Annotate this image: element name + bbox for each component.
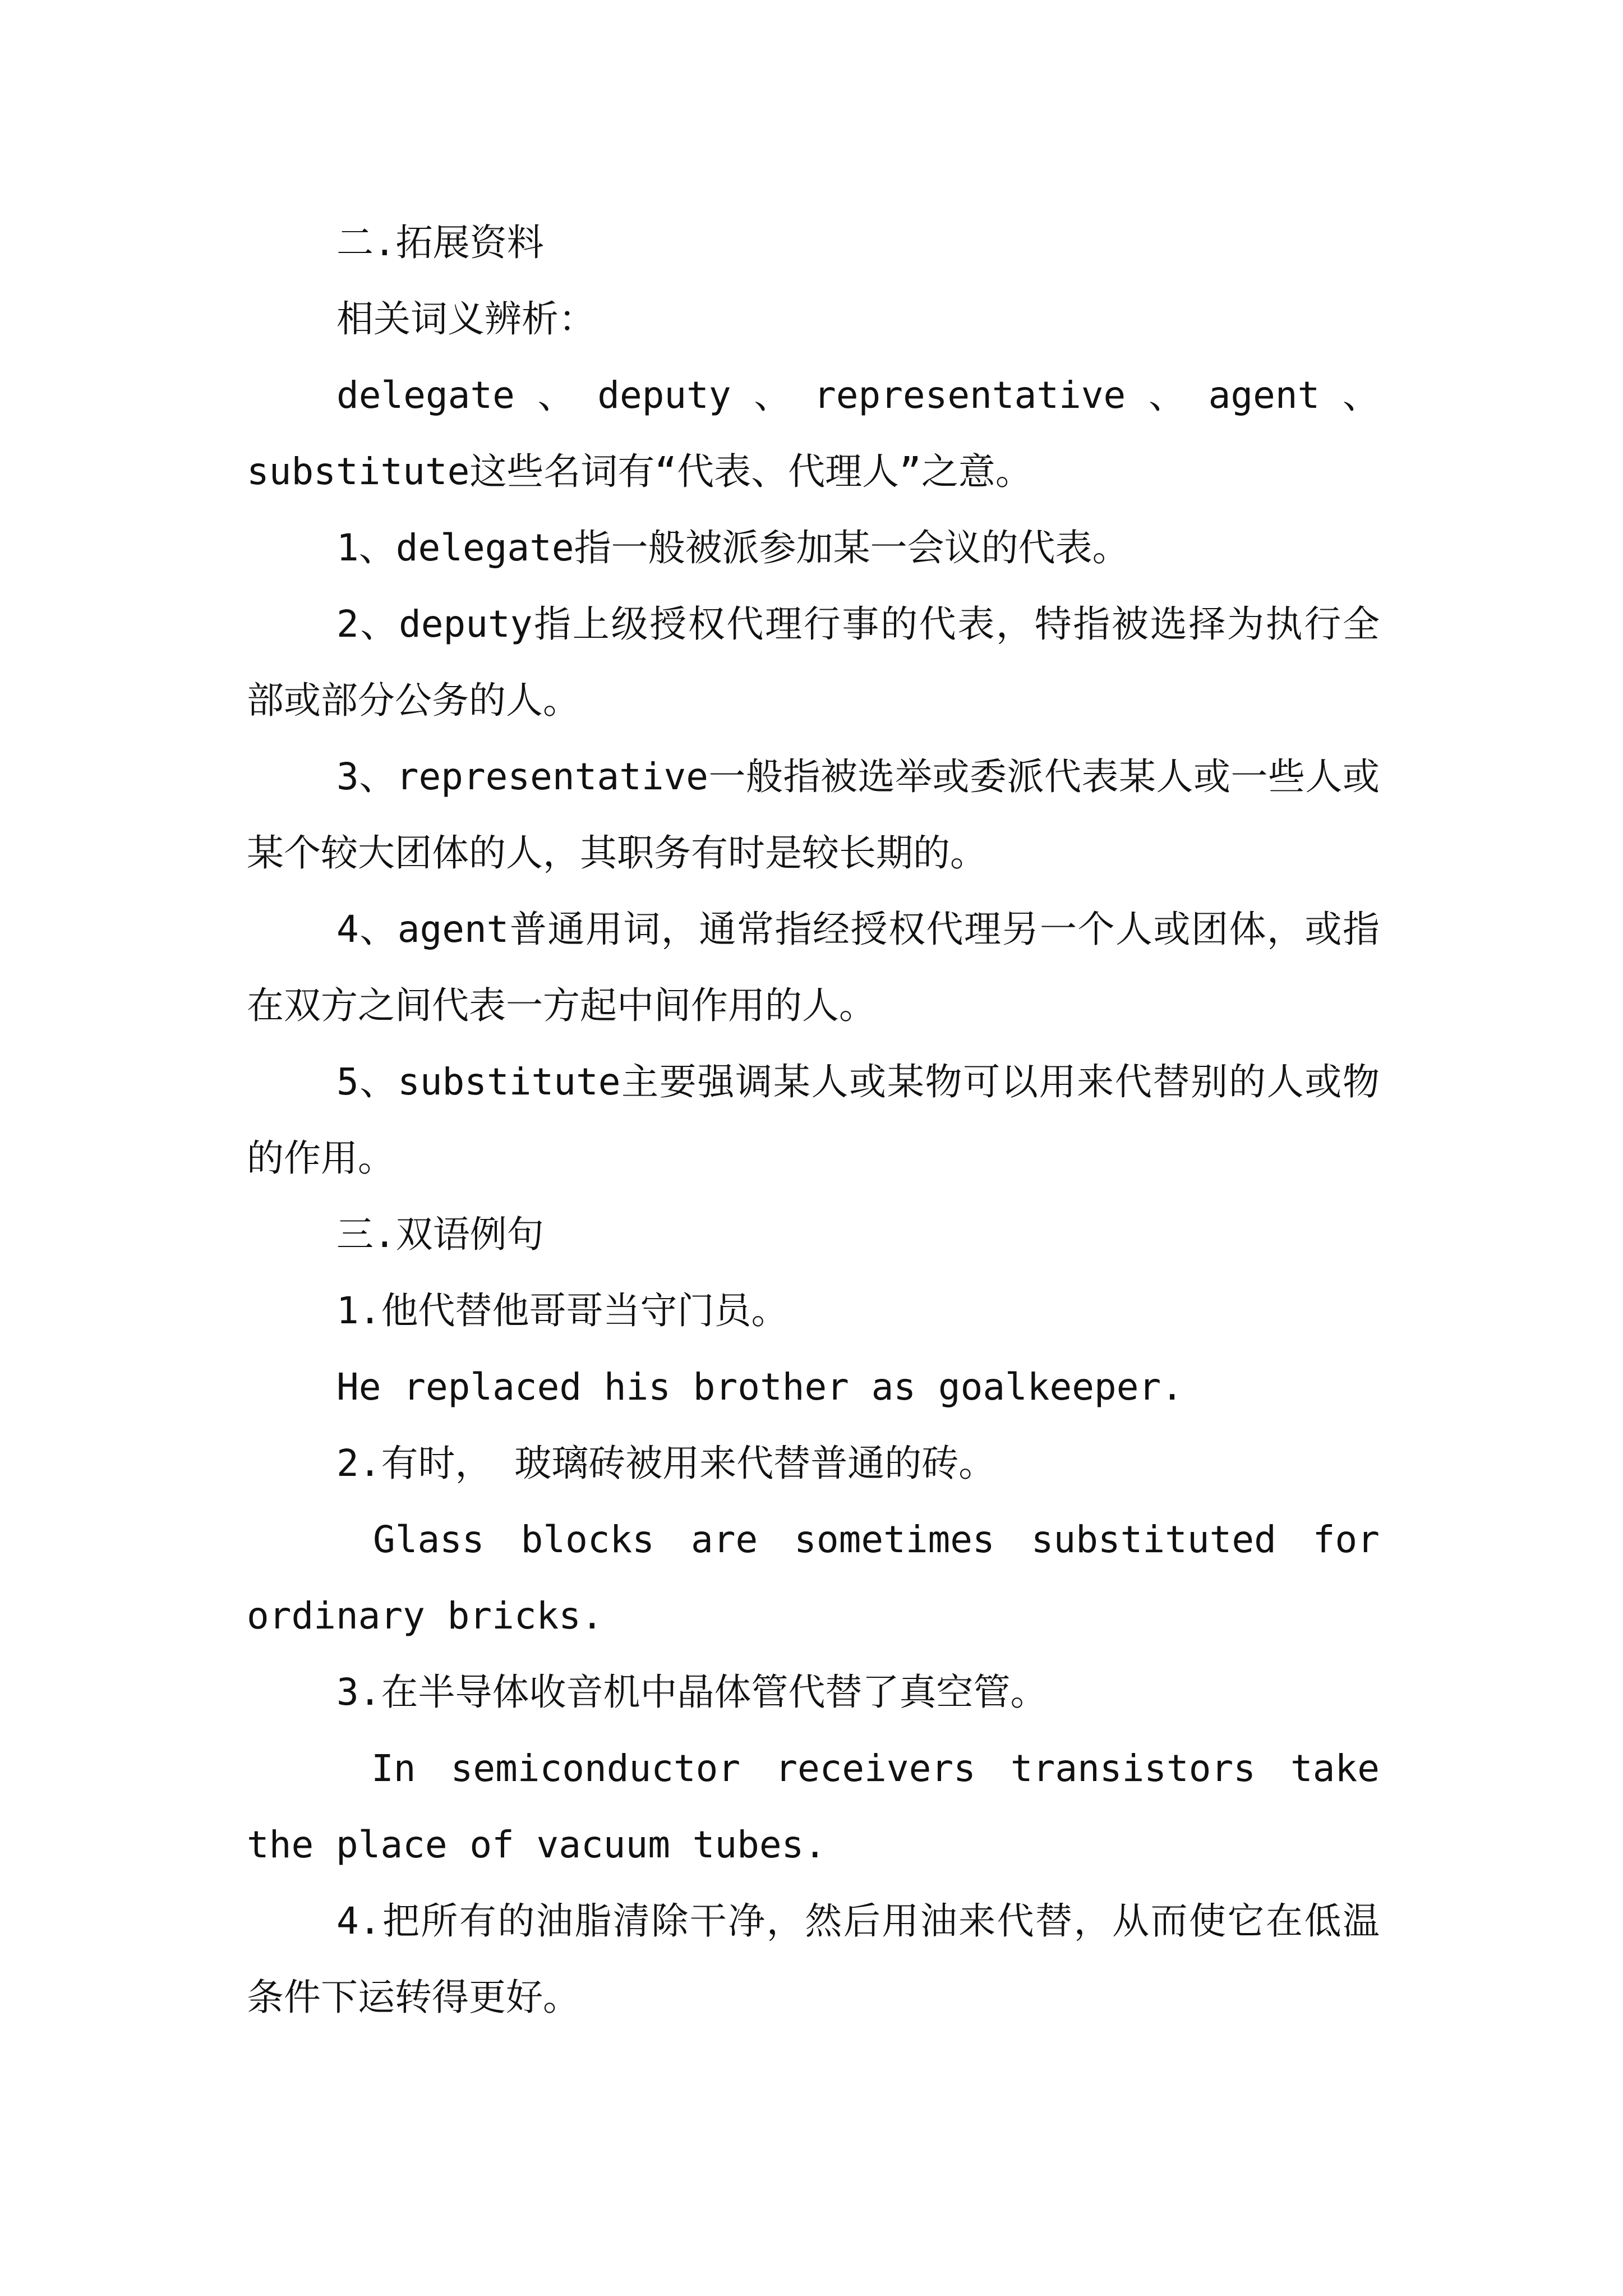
subsection-heading: 相关词义辨析： (336, 297, 596, 341)
definition-item: 2、deputy指上级授权代理行事的代表，特指被选择为执行全部或部分公务的人。 (247, 602, 1380, 722)
definition-item: 3、representative一般指被选举或委派代表某人或一些人或某个较大团体的人，其职务有时是较长期的。 (247, 755, 1380, 875)
section-title: 三.双语例句 (336, 1213, 544, 1256)
synonym-intro-paragraph: delegate、deputy、representative、agent、substitute这些名词有“代表、代理人”之意。 (247, 374, 1380, 493)
example-chinese: 1.他代替他哥哥当守门员。 (336, 1289, 789, 1332)
example-english: He replaced his brother as goalkeeper. (336, 1365, 1183, 1409)
definition-item: 4、agent普通用词，通常指经授权代理另一个人或团体，或指在双方之间代表一方起中间作用的人。 (247, 908, 1380, 1027)
example-chinese: 3.在半导体收音机中晶体管代替了真空管。 (336, 1671, 1048, 1714)
example-chinese: 2.有时， 玻璃砖被用来代替普通的砖。 (336, 1442, 996, 1485)
section-title: 二.拓展资料 (336, 221, 544, 264)
definition-item: 5、substitute主要强调某人或某物可以用来代替别的人或物的作用。 (247, 1060, 1380, 1180)
example-chinese: 4.把所有的油脂清除干净，然后用油来代替，从而使它在低温条件下运转得更好。 (247, 1899, 1380, 2019)
definition-item: 1、delegate指一般被派参加某一会议的代表。 (336, 526, 1129, 569)
example-english: In semiconductor receivers transistors take the place of vacuum tubes. (247, 1747, 1402, 1866)
example-english: Glass blocks are sometimes substituted for ordinary bricks. (247, 1518, 1402, 1637)
document-body (247, 205, 1402, 2036)
